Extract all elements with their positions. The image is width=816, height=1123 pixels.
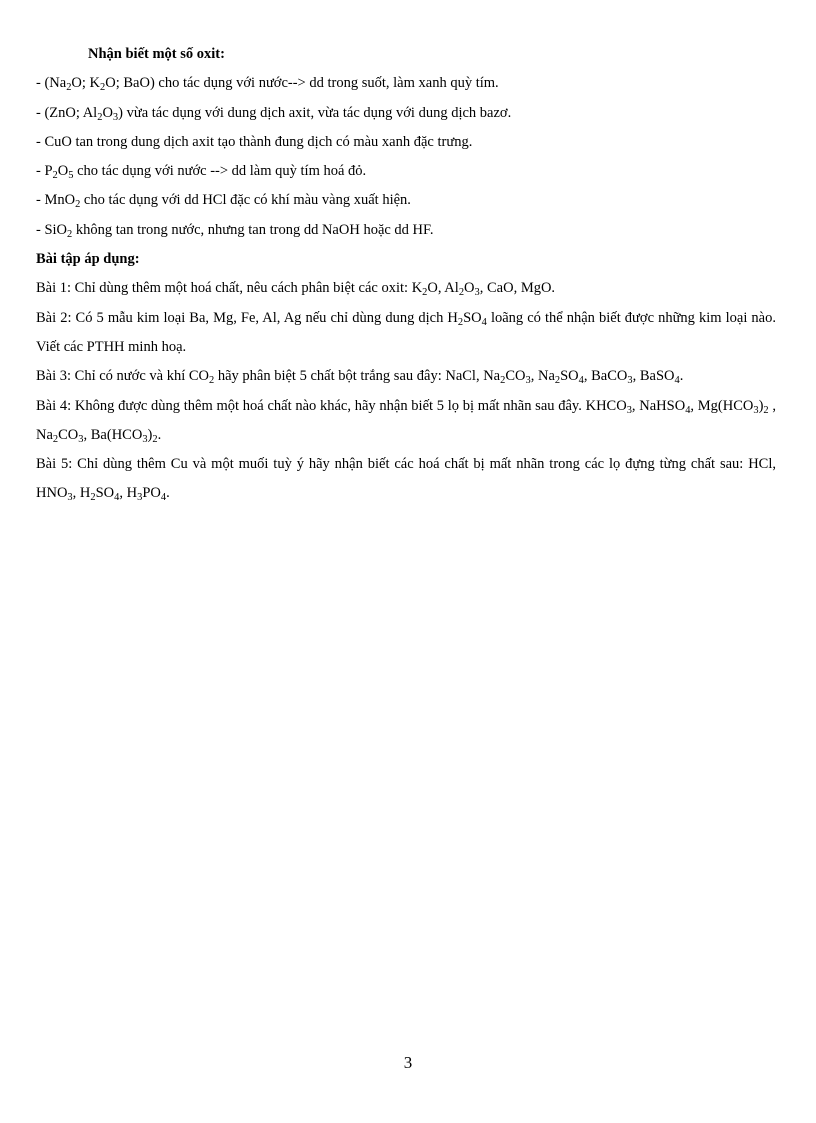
- subscript: 2: [66, 82, 72, 94]
- identification-line: - MnO$_2$ cho tác dụng với dd HCl đặc có khí màu vàng xuất hiện.: [36, 192, 411, 211]
- subscript: 4: [160, 492, 167, 504]
- exercise-item: Bài 3: Chỉ có nước và khí $CO_2$ hãy phân biệt 5 chất bột trắng sau đây: NaCl, $Na_2CO_3$, $Na_2SO_4$, BaCO$_3$, BaSO$_4$.: [36, 368, 684, 387]
- exercise-item: Bài 5: Chỉ dùng thêm Cu và một muối tuỳ ý hãy nhận biết các hoá chất bị mất nhãn trong các lọ đựng từng chất sau: HCl, $HNO_3$, $H_2SO_4$, $H_3PO_4$.: [36, 456, 776, 504]
- subscript: 2: [500, 375, 506, 387]
- page-content: [36, 40, 776, 509]
- subscript: 3: [474, 287, 480, 299]
- subscript: 2: [457, 316, 464, 328]
- identification-line: - CuO tan trong dung dịch axit tạo thành đung dịch có màu xanh đặc trưng.: [36, 133, 473, 150]
- subscript: 3: [137, 492, 143, 504]
- subscript: 3: [525, 375, 531, 387]
- identification-line: - (ZnO; $Al_2O_3$) vừa tác dụng với dung dịch axit, vừa tác dụng với dung dịch bazơ.: [36, 104, 512, 123]
- subscript: 2: [458, 287, 465, 299]
- subscript: 2: [554, 375, 561, 387]
- subscript: 5: [68, 170, 74, 182]
- exercise-list: [36, 274, 776, 508]
- identification-list: [36, 69, 776, 245]
- subscript: 4: [481, 316, 487, 328]
- identification-line: - $P_2O_5$ cho tác dụng với nước --> dd làm quỳ tím hoá đỏ.: [36, 163, 367, 182]
- subscript: 2: [75, 199, 81, 211]
- subscript: 3: [753, 404, 759, 416]
- subscript: 2: [763, 404, 769, 416]
- subscript: 2: [209, 375, 215, 387]
- subscript: 2: [100, 82, 106, 94]
- subscript: 2: [90, 492, 96, 504]
- identification-line: - SiO$_2$ không tan trong nước, nhưng tan trong dd NaOH hoặc dd HF.: [36, 221, 434, 240]
- subscript: 3: [626, 404, 632, 416]
- identification-line: - ($Na_2O$; $K_2O$; BaO) cho tác dụng với nước--> dd trong suốt, làm xanh quỳ tím.: [36, 75, 499, 94]
- subscript: 2: [52, 433, 59, 445]
- exercise-item: Bài 1: Chỉ dùng thêm một hoá chất, nêu cách phân biệt các oxit: $K_2O$, $Al_2O_3$, CaO, MgO.: [36, 280, 556, 299]
- subscript: 2: [52, 170, 58, 182]
- subscript: 4: [685, 404, 691, 416]
- subscript: 2: [422, 287, 428, 299]
- subscript: 4: [114, 492, 120, 504]
- subscript: 4: [578, 375, 584, 387]
- page-number: 3: [403, 1053, 413, 1072]
- subscript: 3: [78, 433, 84, 445]
- exercise-title: Bài tập áp dụng:: [36, 251, 140, 268]
- subscript: 2: [67, 228, 73, 240]
- exercise-item: Bài 4: Không được dùng thêm một hoá chất nào khác, hãy nhận biết 5 lọ bị mất nhãn sau đây. $KHCO_3$, NaHSO$_4$, $Mg(HCO_3)_2$ , $Na_2CO_3$, $Ba(HCO_3)_2$.: [36, 397, 776, 445]
- subscript: 2: [152, 433, 158, 445]
- subscript: 3: [67, 492, 73, 504]
- subscript: 2: [97, 111, 103, 123]
- subscript: 4: [674, 375, 680, 387]
- subscript: 3: [142, 433, 148, 445]
- subscript: 3: [112, 111, 119, 123]
- exercise-item: Bài 2: Có 5 mẫu kim loại Ba, Mg, Fe, Al, Ag nếu chỉ dùng dung dịch $H_2SO_4$ loãng có thể nhận biết được những kim loại nào. Viết các PTHH minh hoạ.: [36, 309, 776, 355]
- subscript: 3: [627, 375, 633, 387]
- section-title: Nhận biết một số oxit:: [88, 46, 225, 62]
